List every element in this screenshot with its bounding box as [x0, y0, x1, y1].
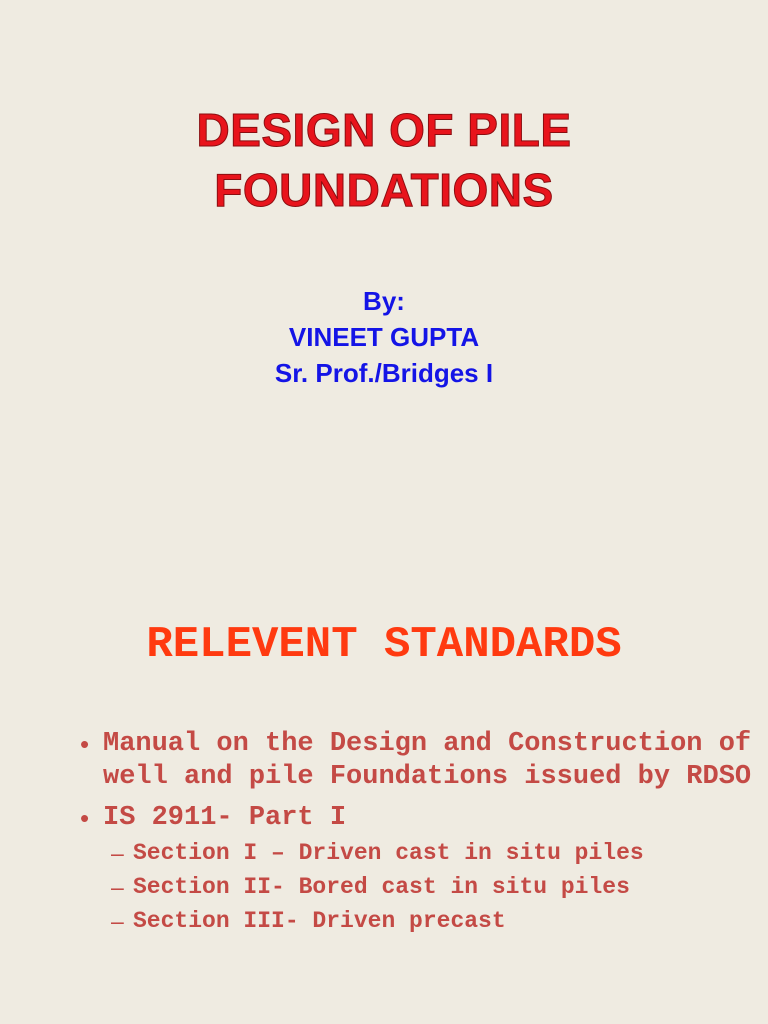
- author-designation: Sr. Prof./Bridges I: [274, 358, 494, 388]
- standards-list: [80, 728, 760, 944]
- sub-list-item-text: Section II- Bored cast in situ piles: [133, 874, 630, 900]
- section-heading: RELEVENT STANDARDS: [146, 620, 622, 670]
- sub-list-item-text: Section III- Driven precast: [133, 908, 506, 934]
- bullet-marker: •: [80, 803, 90, 833]
- by-label: By:: [363, 286, 405, 316]
- dash-marker: –: [111, 874, 124, 900]
- sub-list-item: [80, 839, 760, 868]
- bullet-marker: •: [80, 729, 90, 759]
- title-line-2: FOUNDATIONS: [214, 164, 554, 216]
- author-name: VINEET GUPTA: [288, 322, 480, 352]
- list-item: [80, 802, 760, 936]
- sub-list-item: [80, 873, 760, 902]
- list-item-text: IS 2911- Part I: [103, 803, 347, 833]
- list-item: [80, 728, 760, 794]
- sub-list-item: [80, 907, 760, 936]
- sub-list-item-text: Section I – Driven cast in situ piles: [133, 840, 644, 866]
- dash-marker: –: [111, 908, 124, 934]
- title-line-1: DESIGN OF PILE: [196, 104, 572, 156]
- dash-marker: –: [111, 840, 124, 866]
- sub-list: [80, 839, 760, 936]
- author-block: [0, 283, 768, 391]
- list-item-text: Manual on the Design and Construction of well and pile Foundations issued by RDSO: [103, 729, 752, 792]
- title-slide: [0, 100, 768, 220]
